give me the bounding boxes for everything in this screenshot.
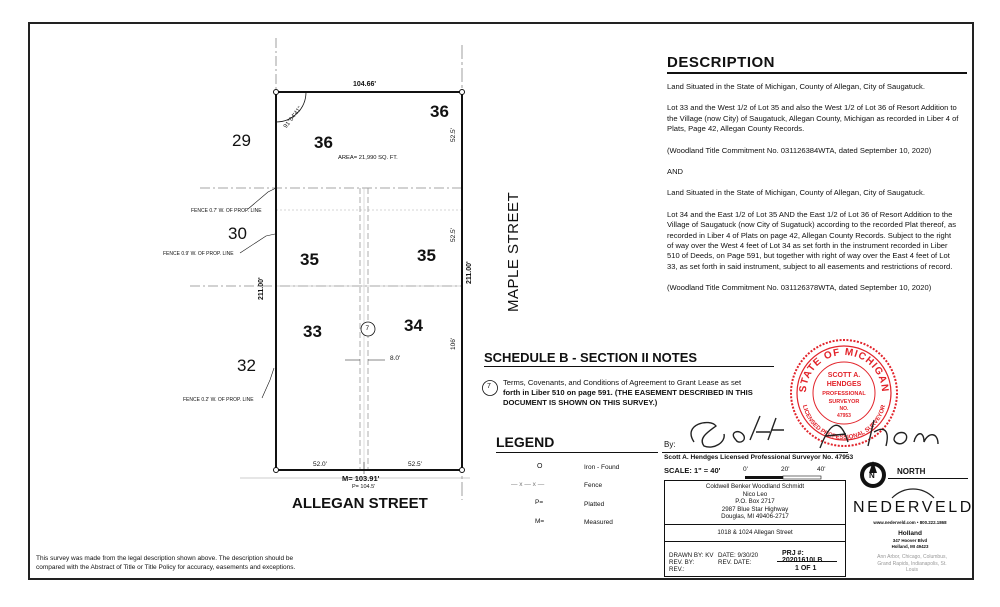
fence-leader bbox=[248, 188, 276, 209]
footer-line: This survey was made from the legal description shown above. The description should be bbox=[36, 555, 294, 562]
title-block bbox=[664, 480, 846, 577]
description-paragraph: Lot 33 and the West 1/2 of Lot 35 and also the West 1/2 of Lot 36 of Resort Addition to the Village (now City) of Saugatuck, Allegan County, Michigan as recorded in Liber 4 of Plats, Page 42, Allegan County Records. bbox=[667, 103, 959, 134]
lot-35-east-label: 35 bbox=[417, 246, 436, 265]
lot-36-east-label: 36 bbox=[430, 102, 449, 121]
client-line: Douglas, MI 49406-2717 bbox=[721, 513, 789, 521]
client-line: 2987 Blue Star Highway bbox=[721, 505, 789, 513]
company-block bbox=[848, 480, 972, 577]
schedule-note-text bbox=[503, 378, 753, 408]
dim-easement: 8.0' bbox=[390, 355, 401, 362]
seal-line: HENDGES bbox=[826, 381, 862, 388]
schedule-rule bbox=[484, 366, 774, 367]
drawn-by: DRAWN BY: KV bbox=[669, 552, 714, 559]
legend-label: Fence bbox=[584, 482, 603, 489]
legend-label: Measured bbox=[584, 519, 613, 526]
north-label: NORTH bbox=[897, 467, 926, 476]
description-section bbox=[667, 54, 967, 305]
scale-tick-0: 0' bbox=[743, 466, 748, 473]
seal-line: PROFESSIONAL bbox=[822, 391, 866, 397]
maple-street-label: MAPLE STREET bbox=[505, 191, 522, 312]
dim-right-1: 52.5' bbox=[450, 128, 457, 142]
dim-left: 211.00' bbox=[258, 277, 265, 300]
company-offices: Ann Arbor, Chicago, Columbus, Grand Rapids, Indianapolis, St. Louis bbox=[877, 554, 947, 573]
date: DATE: 9/30/20 bbox=[718, 552, 759, 559]
description-rule bbox=[667, 72, 967, 74]
dim-bottom-measured: M= 103.91' bbox=[342, 474, 380, 483]
iron-found-icon bbox=[460, 468, 465, 473]
lot-35-west-label: 35 bbox=[300, 250, 319, 269]
lot-30-label: 30 bbox=[228, 224, 247, 243]
signature-line bbox=[662, 452, 848, 453]
fence-note-3: FENCE 0.2' W. OF PROP. LINE bbox=[183, 397, 254, 403]
description-paragraph: (Woodland Title Commitment No. 031126384WTA, dated September 10, 2020) bbox=[667, 145, 932, 155]
surveyor-name: Scott A. Hendges Licensed Professional Surveyor No. 47953 bbox=[664, 454, 854, 461]
legend-symbol: M= bbox=[535, 518, 545, 525]
schedule-note-line: Terms, Covenants, and Conditions of Agreement to Grant Lease as set bbox=[503, 378, 742, 387]
lot-29-label: 29 bbox=[232, 131, 251, 150]
company-logo-mark-icon bbox=[888, 484, 938, 500]
footer-line: compared with the Abstract of Title or Title Policy for accuracy, easements and exceptions. bbox=[36, 564, 296, 571]
client-line: Coldwell Benker Woodland Schmidt bbox=[705, 483, 805, 490]
fence-note-1: FENCE 0.7' W. OF PROP. LINE bbox=[191, 208, 262, 214]
legend-label: Platted bbox=[584, 501, 605, 508]
dim-top: 104.66' bbox=[353, 81, 377, 88]
north-rule bbox=[888, 478, 968, 479]
schedule-note-line: DOCUMENT IS SHOWN ON THIS SURVEY.) bbox=[503, 398, 658, 407]
dim-right-2: 52.5' bbox=[450, 228, 457, 242]
description-paragraph: Land Situated in the State of Michigan, County of Allegan, City of Saugatuck. bbox=[667, 82, 925, 91]
area-label: AREA= 21,990 SQ. FT. bbox=[338, 155, 398, 161]
iron-found-icon bbox=[274, 468, 279, 473]
dim-right-3: 106' bbox=[450, 337, 457, 350]
seal-line: 47953 bbox=[837, 413, 851, 419]
rev-by: REV. BY: bbox=[669, 559, 695, 566]
description-title: DESCRIPTION bbox=[667, 54, 776, 71]
dim-angle: 91°04'41" bbox=[283, 105, 304, 130]
sheet-number: 1 OF 1 bbox=[795, 565, 817, 572]
lot-32-label: 32 bbox=[237, 356, 256, 375]
company-office: Holland bbox=[898, 530, 922, 537]
legend-label: Iron - Found bbox=[584, 464, 620, 471]
description-paragraph: AND bbox=[667, 167, 684, 177]
iron-found-icon bbox=[460, 90, 465, 95]
project-number: PRJ #: 20201610LB bbox=[782, 550, 823, 564]
description-paragraph: Lot 34 and the East 1/2 of Lot 35 AND the East 1/2 of Lot 36 of Resort Addition to the Village of Saugatuck (now City of Sugatuck) according to the recorded Plat thereof, as recorded in Liber 4 of Plats on page 42, Allegan County Records. Subject to the right of way over the West 4 feet of Lot 34 as set forth in the instrument recorded in Liber 510 of Deeds, on Page 591, but together with right of way over the East 4 feet of Lot 33, as set forth in said instrument, subject to all easements and restrictions of record. bbox=[667, 209, 957, 271]
lot-33-label: 33 bbox=[303, 322, 322, 341]
dim-bottom-right: 52.5' bbox=[408, 461, 422, 468]
note-7-number: 7 bbox=[365, 325, 370, 332]
scale-tick-40: 40' bbox=[817, 466, 826, 473]
scale-tick-20: 20' bbox=[781, 466, 790, 473]
allegan-street-label: ALLEGAN STREET bbox=[292, 495, 428, 512]
fence-leader bbox=[262, 368, 274, 398]
legend-symbol: O bbox=[537, 463, 543, 470]
seal-line: SURVEYOR bbox=[828, 399, 860, 405]
client-block bbox=[665, 481, 845, 521]
signature-by-label: By: bbox=[664, 440, 676, 449]
seal-arc-bottom: LICENSED PROFESSIONAL SURVEYOR bbox=[800, 404, 888, 442]
client-line: P.O. Box 2717 bbox=[735, 498, 775, 506]
company-web: www.nederveld.com • 800.222.1868 bbox=[873, 520, 947, 525]
fence-note-2: FENCE 0.9' W. OF PROP. LINE bbox=[163, 251, 234, 257]
legend-symbol: P= bbox=[535, 499, 544, 506]
site-address: 1018 & 1024 Allegan Street bbox=[717, 528, 793, 536]
seal-line: SCOTT A. bbox=[827, 372, 861, 379]
dim-right: 211.00' bbox=[466, 261, 473, 284]
lot-36-west-label: 36 bbox=[314, 133, 333, 152]
iron-found-icon bbox=[274, 90, 279, 95]
north-n: N bbox=[869, 471, 875, 480]
schedule-title: SCHEDULE B - SECTION II NOTES bbox=[484, 350, 698, 365]
description-paragraph: Land Situated in the State of Michigan, County of Allegan, City of Saugatuck. bbox=[667, 188, 925, 198]
seal-line: NO. bbox=[839, 406, 849, 412]
dim-bottom-platted: P= 104.5' bbox=[352, 484, 376, 490]
company-logo-text: NEDERVELD bbox=[853, 499, 974, 516]
dim-bottom-left: 52.0' bbox=[313, 461, 327, 468]
scale-label: SCALE: 1" = 40' bbox=[664, 466, 721, 475]
handwritten-signature bbox=[680, 412, 950, 454]
company-addr: 347 Hoover Blvd bbox=[892, 538, 928, 543]
seal-arc-top: STATE OF MICHIGAN bbox=[797, 346, 891, 393]
property-boundary bbox=[276, 92, 462, 470]
legend-title: LEGEND bbox=[496, 434, 555, 450]
footer-note bbox=[36, 554, 295, 572]
legend-symbol: — x — x — bbox=[511, 481, 545, 488]
description-paragraph: (Woodland Title Commitment No. 031126378WTA, dated September 10, 2020) bbox=[667, 283, 932, 293]
rev-date: REV. DATE: bbox=[718, 559, 752, 566]
lot-34-label: 34 bbox=[404, 316, 423, 335]
client-line: Nico Leo bbox=[742, 490, 768, 498]
schedule-note-line: forth in Liber 510 on page 591. (THE EASEMENT DESCRIBED IN THIS bbox=[503, 388, 753, 397]
schedule-note-number: 7 bbox=[487, 383, 491, 390]
rev: REV.: bbox=[669, 566, 685, 573]
legend-rule bbox=[496, 452, 658, 453]
company-addr: Holland, MI 49423 bbox=[891, 544, 929, 549]
